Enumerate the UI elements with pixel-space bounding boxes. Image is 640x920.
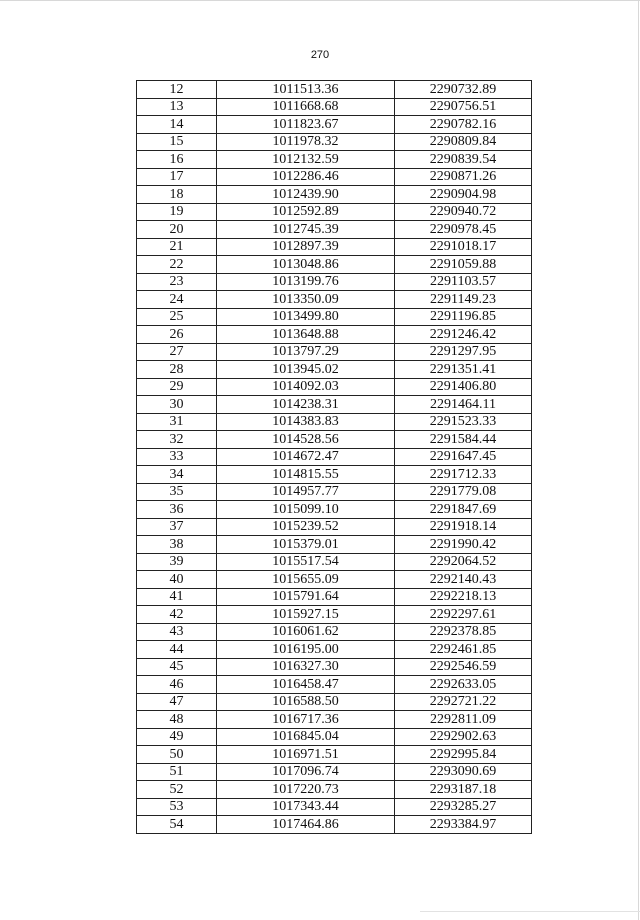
point-number-cell: 40 <box>137 571 217 589</box>
coordinates-table-body <box>137 81 532 834</box>
table-row <box>137 641 532 659</box>
x-coordinate-cell: 1016717.36 <box>217 711 395 729</box>
y-coordinate-cell: 2291351.41 <box>395 361 532 379</box>
table-row <box>137 343 532 361</box>
y-coordinate-cell: 2293090.69 <box>395 763 532 781</box>
point-number-cell: 39 <box>137 553 217 571</box>
y-coordinate-cell: 2290871.26 <box>395 168 532 186</box>
point-number-cell: 15 <box>137 133 217 151</box>
table-row <box>137 693 532 711</box>
point-number-cell: 16 <box>137 151 217 169</box>
table-row <box>137 168 532 186</box>
x-coordinate-cell: 1012439.90 <box>217 186 395 204</box>
x-coordinate-cell: 1013350.09 <box>217 291 395 309</box>
point-number-cell: 42 <box>137 606 217 624</box>
x-coordinate-cell: 1013048.86 <box>217 256 395 274</box>
x-coordinate-cell: 1015099.10 <box>217 501 395 519</box>
point-number-cell: 32 <box>137 431 217 449</box>
point-number-cell: 47 <box>137 693 217 711</box>
point-number-cell: 26 <box>137 326 217 344</box>
y-coordinate-cell: 2292297.61 <box>395 606 532 624</box>
x-coordinate-cell: 1012286.46 <box>217 168 395 186</box>
table-row <box>137 448 532 466</box>
point-number-cell: 19 <box>137 203 217 221</box>
point-number-cell: 30 <box>137 396 217 414</box>
table-row <box>137 816 532 834</box>
point-number-cell: 28 <box>137 361 217 379</box>
x-coordinate-cell: 1015927.15 <box>217 606 395 624</box>
page-bottom-edge <box>420 911 640 912</box>
y-coordinate-cell: 2291018.17 <box>395 238 532 256</box>
table-row <box>137 553 532 571</box>
point-number-cell: 21 <box>137 238 217 256</box>
y-coordinate-cell: 2291847.69 <box>395 501 532 519</box>
x-coordinate-cell: 1012897.39 <box>217 238 395 256</box>
x-coordinate-cell: 1016971.51 <box>217 746 395 764</box>
point-number-cell: 22 <box>137 256 217 274</box>
y-coordinate-cell: 2292546.59 <box>395 658 532 676</box>
y-coordinate-cell: 2291406.80 <box>395 378 532 396</box>
x-coordinate-cell: 1013199.76 <box>217 273 395 291</box>
point-number-cell: 31 <box>137 413 217 431</box>
x-coordinate-cell: 1017343.44 <box>217 798 395 816</box>
table-row <box>137 483 532 501</box>
point-number-cell: 17 <box>137 168 217 186</box>
y-coordinate-cell: 2290839.54 <box>395 151 532 169</box>
point-number-cell: 44 <box>137 641 217 659</box>
coordinates-table <box>136 80 532 834</box>
x-coordinate-cell: 1016327.30 <box>217 658 395 676</box>
point-number-cell: 48 <box>137 711 217 729</box>
table-row <box>137 781 532 799</box>
point-number-cell: 29 <box>137 378 217 396</box>
point-number-cell: 53 <box>137 798 217 816</box>
y-coordinate-cell: 2293285.27 <box>395 798 532 816</box>
point-number-cell: 52 <box>137 781 217 799</box>
x-coordinate-cell: 1014238.31 <box>217 396 395 414</box>
point-number-cell: 33 <box>137 448 217 466</box>
point-number-cell: 45 <box>137 658 217 676</box>
y-coordinate-cell: 2292995.84 <box>395 746 532 764</box>
x-coordinate-cell: 1016061.62 <box>217 623 395 641</box>
table-row <box>137 186 532 204</box>
x-coordinate-cell: 1013648.88 <box>217 326 395 344</box>
point-number-cell: 37 <box>137 518 217 536</box>
x-coordinate-cell: 1011513.36 <box>217 81 395 99</box>
y-coordinate-cell: 2290940.72 <box>395 203 532 221</box>
point-number-cell: 23 <box>137 273 217 291</box>
table-row <box>137 151 532 169</box>
x-coordinate-cell: 1016195.00 <box>217 641 395 659</box>
table-row <box>137 798 532 816</box>
table-row <box>137 291 532 309</box>
point-number-cell: 46 <box>137 676 217 694</box>
y-coordinate-cell: 2293384.97 <box>395 816 532 834</box>
table-row <box>137 571 532 589</box>
table-row <box>137 116 532 134</box>
point-number-cell: 34 <box>137 466 217 484</box>
table-row <box>137 221 532 239</box>
x-coordinate-cell: 1011978.32 <box>217 133 395 151</box>
y-coordinate-cell: 2292633.05 <box>395 676 532 694</box>
x-coordinate-cell: 1014528.56 <box>217 431 395 449</box>
y-coordinate-cell: 2292461.85 <box>395 641 532 659</box>
table-row <box>137 326 532 344</box>
point-number-cell: 50 <box>137 746 217 764</box>
table-row <box>137 238 532 256</box>
point-number-cell: 49 <box>137 728 217 746</box>
table-row <box>137 606 532 624</box>
x-coordinate-cell: 1012132.59 <box>217 151 395 169</box>
point-number-cell: 38 <box>137 536 217 554</box>
y-coordinate-cell: 2291647.45 <box>395 448 532 466</box>
table-row <box>137 711 532 729</box>
x-coordinate-cell: 1016458.47 <box>217 676 395 694</box>
y-coordinate-cell: 2291149.23 <box>395 291 532 309</box>
y-coordinate-cell: 2292064.52 <box>395 553 532 571</box>
x-coordinate-cell: 1014672.47 <box>217 448 395 466</box>
table-row <box>137 431 532 449</box>
x-coordinate-cell: 1017464.86 <box>217 816 395 834</box>
y-coordinate-cell: 2291297.95 <box>395 343 532 361</box>
table-row <box>137 658 532 676</box>
x-coordinate-cell: 1013945.02 <box>217 361 395 379</box>
table-row <box>137 203 532 221</box>
x-coordinate-cell: 1014957.77 <box>217 483 395 501</box>
table-row <box>137 273 532 291</box>
x-coordinate-cell: 1013797.29 <box>217 343 395 361</box>
table-row <box>137 728 532 746</box>
table-row <box>137 81 532 99</box>
y-coordinate-cell: 2290782.16 <box>395 116 532 134</box>
point-number-cell: 41 <box>137 588 217 606</box>
y-coordinate-cell: 2292721.22 <box>395 693 532 711</box>
x-coordinate-cell: 1015791.64 <box>217 588 395 606</box>
y-coordinate-cell: 2291246.42 <box>395 326 532 344</box>
x-coordinate-cell: 1015655.09 <box>217 571 395 589</box>
x-coordinate-cell: 1015379.01 <box>217 536 395 554</box>
point-number-cell: 12 <box>137 81 217 99</box>
table-row <box>137 501 532 519</box>
x-coordinate-cell: 1013499.80 <box>217 308 395 326</box>
x-coordinate-cell: 1014815.55 <box>217 466 395 484</box>
x-coordinate-cell: 1017220.73 <box>217 781 395 799</box>
y-coordinate-cell: 2291523.33 <box>395 413 532 431</box>
y-coordinate-cell: 2290978.45 <box>395 221 532 239</box>
table-row <box>137 588 532 606</box>
y-coordinate-cell: 2291196.85 <box>395 308 532 326</box>
x-coordinate-cell: 1012592.89 <box>217 203 395 221</box>
x-coordinate-cell: 1011668.68 <box>217 98 395 116</box>
x-coordinate-cell: 1014383.83 <box>217 413 395 431</box>
y-coordinate-cell: 2292218.13 <box>395 588 532 606</box>
page-number: 270 <box>310 49 330 61</box>
y-coordinate-cell: 2291918.14 <box>395 518 532 536</box>
y-coordinate-cell: 2290732.89 <box>395 81 532 99</box>
table-row <box>137 256 532 274</box>
y-coordinate-cell: 2290809.84 <box>395 133 532 151</box>
point-number-cell: 54 <box>137 816 217 834</box>
table-row <box>137 623 532 641</box>
point-number-cell: 20 <box>137 221 217 239</box>
x-coordinate-cell: 1014092.03 <box>217 378 395 396</box>
point-number-cell: 25 <box>137 308 217 326</box>
point-number-cell: 36 <box>137 501 217 519</box>
table-row <box>137 746 532 764</box>
y-coordinate-cell: 2292378.85 <box>395 623 532 641</box>
y-coordinate-cell: 2293187.18 <box>395 781 532 799</box>
point-number-cell: 14 <box>137 116 217 134</box>
x-coordinate-cell: 1015239.52 <box>217 518 395 536</box>
y-coordinate-cell: 2290904.98 <box>395 186 532 204</box>
y-coordinate-cell: 2291990.42 <box>395 536 532 554</box>
y-coordinate-cell: 2291059.88 <box>395 256 532 274</box>
x-coordinate-cell: 1016588.50 <box>217 693 395 711</box>
table-row <box>137 361 532 379</box>
table-row <box>137 536 532 554</box>
table-row <box>137 763 532 781</box>
table-row <box>137 378 532 396</box>
point-number-cell: 13 <box>137 98 217 116</box>
table-row <box>137 413 532 431</box>
y-coordinate-cell: 2290756.51 <box>395 98 532 116</box>
y-coordinate-cell: 2292140.43 <box>395 571 532 589</box>
y-coordinate-cell: 2291584.44 <box>395 431 532 449</box>
y-coordinate-cell: 2291712.33 <box>395 466 532 484</box>
y-coordinate-cell: 2291464.11 <box>395 396 532 414</box>
y-coordinate-cell: 2291779.08 <box>395 483 532 501</box>
table-row <box>137 98 532 116</box>
table-row <box>137 466 532 484</box>
y-coordinate-cell: 2292902.63 <box>395 728 532 746</box>
point-number-cell: 27 <box>137 343 217 361</box>
page-top-edge <box>0 0 640 1</box>
table-row <box>137 308 532 326</box>
x-coordinate-cell: 1015517.54 <box>217 553 395 571</box>
x-coordinate-cell: 1016845.04 <box>217 728 395 746</box>
page-right-edge <box>638 0 639 920</box>
point-number-cell: 35 <box>137 483 217 501</box>
point-number-cell: 51 <box>137 763 217 781</box>
y-coordinate-cell: 2291103.57 <box>395 273 532 291</box>
point-number-cell: 43 <box>137 623 217 641</box>
point-number-cell: 18 <box>137 186 217 204</box>
x-coordinate-cell: 1011823.67 <box>217 116 395 134</box>
point-number-cell: 24 <box>137 291 217 309</box>
table-row <box>137 133 532 151</box>
x-coordinate-cell: 1017096.74 <box>217 763 395 781</box>
table-row <box>137 676 532 694</box>
table-row <box>137 396 532 414</box>
x-coordinate-cell: 1012745.39 <box>217 221 395 239</box>
y-coordinate-cell: 2292811.09 <box>395 711 532 729</box>
table-row <box>137 518 532 536</box>
